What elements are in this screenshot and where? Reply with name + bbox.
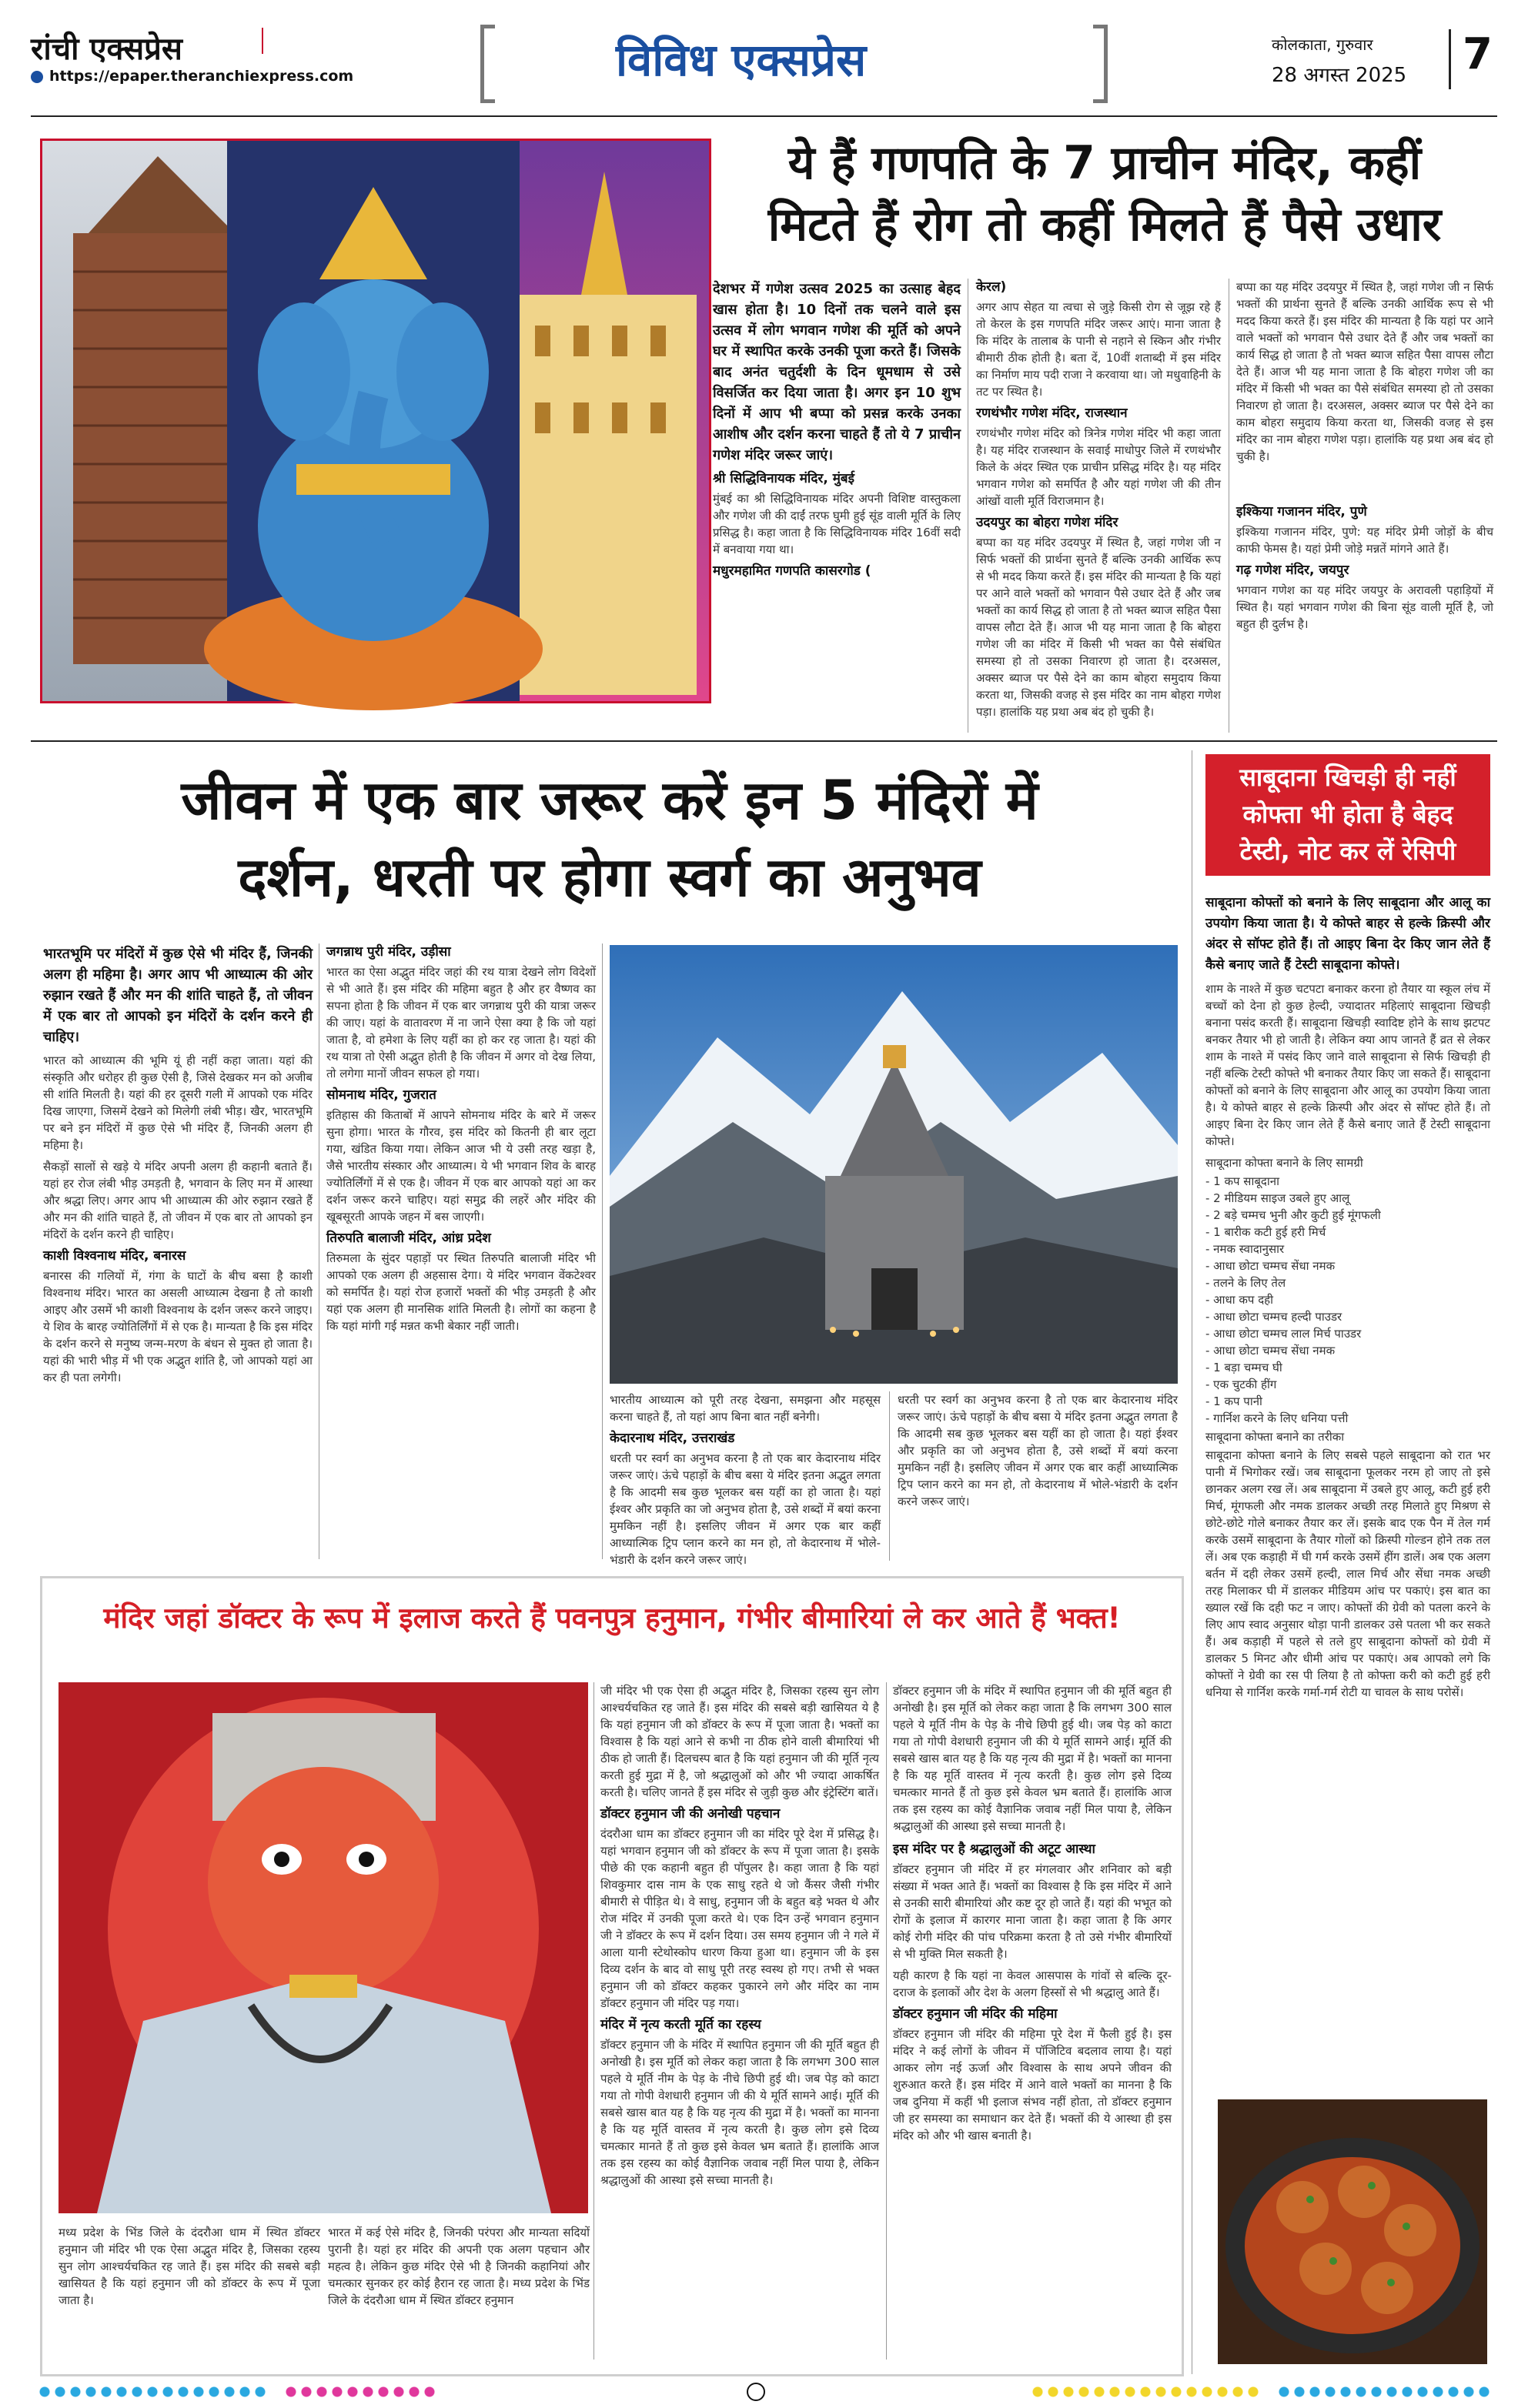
article1-subhead-kasaragod: मधुरमहामित गणपति कासरगोड ( bbox=[713, 563, 871, 579]
article4-para3: डॉक्टर हनुमान जी के मंदिर में स्थापित हनुमान जी की मूर्ति बहुत ही अनोखी है। इस मूर्ति को लेकर कहा जाता है कि लगभग 300 साल पहले ये मूर्ति नीम के पेड़ के नीचे छिपी हुई थी। जब पेड़ को काटा गया तो गोपी वेशधारी हनुमान जी की ये मूर्ति सामने आई। मूर्ति की सबसे खास बात यह है कि यह नृत्य की मुद्रा में है। भक्तों का मानना है कि यह मूर्ति वास्तव में नृत्य करती है। कुछ लोग इसे दिव्य चमत्कार मानते हैं तो कुछ इसे केवल भ्रम बताते हैं। हालांकि आज तक इस रहस्य का कोई वैज्ञानिक जवाब नहीं मिल पाया है, लेकिन श्रद्धालुओं की आस्था इसे सच्चा मानती है। bbox=[600, 2038, 879, 2187]
left-bracket bbox=[480, 25, 495, 103]
article3-body bbox=[1205, 893, 1490, 1705]
article1-subhead-ranthambore: रणथंभौर गणेश मंदिर, राजस्थान bbox=[976, 406, 1128, 421]
hanuman-photo bbox=[59, 1682, 588, 2213]
col-divider bbox=[886, 1682, 887, 2360]
article3-ingredients-title: साबूदाना कोफ्ता बनाने के लिए सामग्री bbox=[1205, 1156, 1363, 1170]
article2-col3 bbox=[610, 1391, 881, 1567]
article4-para3-cont bbox=[893, 1682, 1172, 1836]
ingredient-item: - आधा कप दही bbox=[1205, 1293, 1274, 1307]
paper-logo-mark bbox=[262, 28, 343, 54]
article2-headline-line2: दर्शन, धरती पर होगा स्वर्ग का अनुभव bbox=[238, 846, 981, 909]
masthead-rule bbox=[31, 115, 1497, 117]
article4-para4: डॉक्टर हनुमान जी मंदिर में हर मंगलवार और शनिवार को बड़ी संख्या में भक्त आते हैं। भक्तों का विश्वास है कि इस मंदिर में आने से उनकी सारी बीमारियां और कष्ट दूर हो जाते हैं। यहां की भभूत को रोगों के इलाज में कारगर माना जाता है। कहा जाता है कि अगर कोई रोगी मंदिर की पांच परिक्रमा करता है तो उसे गंभीर बीमारियों से भी मुक्ति मिल सकती है। bbox=[893, 1862, 1172, 1961]
ingredient-item: - 2 बड़े चम्मच भुनी और कुटी हुई मूंगफली bbox=[1205, 1208, 1381, 1222]
ingredient-item: - 1 कप पानी bbox=[1205, 1394, 1262, 1408]
article2-para3: बनारस की गलियों में, गंगा के घाटों के बीच बसा है काशी विश्वनाथ मंदिर। भारत का असली आध्यात्म देखना है तो काशी आइए और उसमें भी काशी विश्वनाथ के दर्शन जरूर करने जाइए। ये शिव के बारह ज्योतिर्लिंगों में से एक है। मान्यता है कि इस मंदिर के दर्शन करने से मनुष्य जन्म-मरण के बंधन से मुक्त हो जाता है। यहां की भारी भीड़ में भी एक अद्भुत शांति है, जो आपको यहां आ कर ही पता लगेगी। bbox=[43, 1269, 313, 1384]
article3-headline-line1: साबूदाना खिचड़ी ही नहीं bbox=[1239, 763, 1456, 792]
article2-headline-line1: जीवन में एक बार जरूर करें इन 5 मंदिरों में bbox=[181, 769, 1038, 832]
article1-col2 bbox=[976, 279, 1221, 719]
article1-subhead-kerala: केरल) bbox=[976, 279, 1007, 295]
article3-method: साबूदाना कोफ्ता बनाने के लिए सबसे पहले साबूदाना को रात भर पानी में भिगोकर रखें। जब साबूदाना फूलकर नरम हो जाए तो इसे छानकर अलग रख लें। अब साबूदाना में उबले हुए आलू, कटी हुई हरी मिर्च, मूंगफली और नमक डालकर अच्छी तरह मिलाते हुए मिश्रण से छोटे-छोटे गोले बनाकर तैयार कर लें। इसके बाद एक पैन में तेल गर्म करके उसमें साबूदाना के तैयार गोलों को क्रिस्पी गोल्डन होने तक तल लें। अब एक कड़ाही में घी गर्म करके उसमें हींग डालें। अब एक अलग बर्तन में दही लेकर उसमें हल्दी, लाल मिर्च और सेंधा नमक अच्छी तरह मिलाकर घी में डालकर मीडियम आंच पर पकाएं। इस बात का ख्याल रखें कि दही फट न जाए। कोफ्तों की ग्रेवी को पतला करने के लिए आप स्वाद अनुसार थोड़ा पानी डालकर उसे पतला भी कर सकते हैं। अब कड़ाही में पहले से तले हुए साबूदाना कोफ्तों को ग्रेवी में डालकर 5 मिनट और धीमी आंच पर पकाएं। अब आपको लगे कि कोफ्तों ने ग्रेवी का रस पी लिया है तो कोफ्ता करी को कटी हुई हरी धनिया से गार्निश करके गर्मा-गर्म रोटी या चावल के साथ परोसें। bbox=[1205, 1448, 1490, 1699]
article1-para4: बप्पा का यह मंदिर उदयपुर में स्थित है, जहां गणेश जी न सिर्फ भक्तों की प्रार्थना सुनते हैं बल्कि उनकी आर्थिक रूप से भी मदद किया करते हैं। इस मंदिर की मान्यता है कि यहां पर आने वाले भक्तों को भगवान पैसे उधार देते हैं और जब भक्तों का कार्य सिद्ध हो जाता है तो भक्त ब्याज सहित पैसा वापस लौटा देते हैं। आज भी यह माना जाता है कि बोहरा गणेश जी का मंदिर में किसी भी भक्त का पैसे संबंधित समस्या हो तो उसका निवारण हो जाता है। दरअसल, अक्सर ब्याज पर पैसे देने का काम बोहरा समुदाय किया करता था, जिसकी वजह से इस मंदिर का नाम बोहरा गणेश पड़ा। हालांकि यह प्रथा अब बंद हो चुकी है। bbox=[976, 536, 1221, 719]
article2-para8: धरती पर स्वर्ग का अनुभव करना है तो एक बार केदारनाथ मंदिर जरूर जाएं। ऊंचे पहाड़ों के बीच बसा ये मंदिर इतना अद्भुत लगता है कि आदमी सब कुछ भूलकर बस यहीं का हो जाता है। यहां ईश्वर और प्रकृति का जो अनुभव होता है, उसे शब्दों में बयां करना मुमकिन नहीं है। इसलिए जीवन में अगर एक बार कहीं आध्यात्मिक ट्रिप प्लान करने का मन हो, तो केदारनाथ में भोले-भंडारी के दर्शन करने जरूर जाएं। bbox=[610, 1451, 881, 1567]
article4-caption2-col bbox=[328, 2224, 590, 2313]
collage-graphic bbox=[42, 141, 709, 701]
article1-headline bbox=[716, 132, 1493, 255]
article1-para3: रणथंभौर गणेश मंदिर को त्रिनेत्र गणेश मंदिर भी कहा जाता है। यह मंदिर राजस्थान के सवाई माधोपुर जिले में रणथंभौर किले के अंदर स्थित एक प्राचीन प्रसिद्ध मंदिर है। यह मंदिर भगवान गणेश को समर्पित है और यहां गणेश जी की तीन आंखों वाली मूर्ति विराजमान है। bbox=[976, 426, 1221, 508]
article2-para6: तिरुमला के सुंदर पहाड़ों पर स्थित तिरुपति बालाजी मंदिर भी आपको एक अलग ही अहसास देगा। ये मंदिर भगवान वेंकटेश्वर को समर्पित है। यहां रोज हजारों भक्तों की भीड़ उमड़ती है और यहां एक अलग ही मानसिक शांति मिलती है। लोगों का कहना है कि यहां मांगी गई मन्नत कभी बेकार नहीं जाती। bbox=[326, 1251, 596, 1333]
article2-subhead-somnath: सोमनाथ मंदिर, गुजरात bbox=[326, 1087, 436, 1103]
kedarnath-photo bbox=[610, 945, 1178, 1384]
ingredient-item: - आधा छोटा चम्मच सेंधा नमक bbox=[1205, 1259, 1336, 1273]
ingredient-item: - तलने के लिए तेल bbox=[1205, 1276, 1286, 1290]
kofta-graphic bbox=[1218, 2099, 1487, 2364]
article1-col3 bbox=[1236, 279, 1493, 637]
article1-subhead-jaipur: गढ़ गणेश मंदिर, जयपुर bbox=[1236, 563, 1349, 578]
article3-headline-line2: कोफ्ता भी होता है बेहद bbox=[1242, 800, 1453, 829]
hanuman-graphic bbox=[59, 1682, 588, 2213]
article1-bottom-rule bbox=[31, 740, 1497, 742]
article2-para1: भारत को आध्यात्म की भूमि यूं ही नहीं कहा जाता। यहां की संस्कृति और धरोहर ही कुछ ऐसी है, जिसे देखकर मन को अजीब सी शांति मिलती है। यहां की हर दूसरी गली में आपको एक मंदिर दिख जाएगा, जिसमें देखने को मिलेगी लंबी भीड़। खैर, भारतभूमि पर बने इन मंदिरों में कुछ ऐसे भी मंदिर हैं, जिनकी अलग ही महिमा है। bbox=[43, 1054, 313, 1152]
article1-intro: देशभर में गणेश उत्सव 2025 का उत्साह बेहद खास होता है। 10 दिनों तक चलने वाले इस उत्सव में लोग भगवान गणेश की मूर्ति को अपने घर में स्थापित करके उनकी पूजा करते हैं। जिसके बाद अनंत चतुर्दशी के दिन धूमधाम से उसे विसर्जित कर दिया जाता है। अगर इन 10 शुभ दिनों में आप भी बप्पा को प्रसन्न करके उनका आशीष और दर्शन करना चाहते हैं तो ये 7 प्राचीन गणेश मंदिर जरूर जाएं। bbox=[713, 281, 961, 463]
article1-para4-text: बप्पा का यह मंदिर उदयपुर में स्थित है, जहां गणेश जी न सिर्फ भक्तों की प्रार्थना सुनते हैं बल्कि उनकी आर्थिक रूप से भी मदद किया करते हैं। इस मंदिर की मान्यता है कि यहां पर आने वाले भक्तों को भगवान पैसे उधार देते हैं और जब भक्तों का कार्य सिद्ध हो जाता है तो भक्त ब्याज सहित पैसा वापस लौटा देते हैं। आज भी यह माना जाता है कि बोहरा गणेश जी का मंदिर में किसी भी भक्त का पैसे संबंधित समस्या हो तो उसका निवारण हो जाता है। दरअसल, अक्सर ब्याज पर पैसे देने का काम बोहरा समुदाय किया करता था, जिसकी वजह से इस मंदिर का नाम बोहरा गणेश पड़ा। हालांकि यह प्रथा अब बंद हो चुकी है। bbox=[1236, 280, 1493, 463]
ingredient-item: - 1 बारीक कटी हुई हरी मिर्च bbox=[1205, 1225, 1326, 1239]
article2-subhead-kashi: काशी विश्वनाथ मंदिर, बनारस bbox=[43, 1248, 186, 1264]
article4-subhead-mahima: डॉक्टर हनुमान जी मंदिर की महिमा bbox=[893, 2006, 1058, 2022]
ingredient-item: - आधा छोटा चम्मच सेंधा नमक bbox=[1205, 1344, 1336, 1358]
color-dots-right bbox=[1031, 2386, 1262, 2398]
article4-para5: यही कारण है कि यहां ना केवल आसपास के गांवों से बल्कि दूर-दराज के इलाकों और देश के अलग हिस्सों से भी श्रद्धालु आते हैं। bbox=[893, 1969, 1172, 1999]
col-divider bbox=[889, 1391, 890, 1561]
ingredient-item: - आधा छोटा चम्मच लाल मिर्च पाउडर bbox=[1205, 1327, 1362, 1341]
article1-para5: इश्किया गजानन मंदिर, पुणे: यह मंदिर प्रेमी जोड़ों के बीच काफी फेमस है। यहां प्रेमी जोड़े मन्नतें मांगने आते हैं। bbox=[1236, 525, 1493, 556]
article4-para1: जी मंदिर भी एक ऐसा ही अद्भुत मंदिर है, जिसका रहस्य सुन लोग आश्चर्यचकित रह जाते हैं। इस मंदिर की सबसे बड़ी खासियत ये है कि यहां हनुमान जी को डॉक्टर के रूप में पूजा जाता है। भक्तों का विश्वास है कि यहां आने से कभी ना ठीक होने वाली बीमारियां भी ठीक हो जाती हैं। दिलचस्प बात है कि यहां हनुमान जी की मूर्ति नृत्य करती हुई मुद्रा में है, जो श्रद्धालुओं को और भी ज्यादा आकर्षित करती है। चलिए जानते हैं इस मंदिर से जुड़ी कुछ और इंट्रेस्टिंग बातें। bbox=[600, 1684, 879, 1799]
article2-subhead-tirupati: तिरुपति बालाजी मंदिर, आंध्र प्रदेश bbox=[326, 1231, 491, 1246]
ingredient-item: - आधा छोटा चम्मच हल्दी पाउडर bbox=[1205, 1310, 1342, 1324]
ingredient-item: - 2 मीडियम साइज उबले हुए आलू bbox=[1205, 1191, 1350, 1205]
article2-col2 bbox=[326, 943, 596, 1339]
article3-para1: शाम के नाश्ते में कुछ चटपटा बनाकर करना हो तैयार या स्कूल लंच में बच्चों को देना हो कुछ हेल्दी, ज्यादातर महिलाएं साबूदाना खिचड़ी बनाना पसंद करती हैं। साबूदाना खिचड़ी स्वादिष्ट होने के साथ झटपट बनकर तैयार भी हो जाती है। लेकिन क्या आप जानते हैं व्रत से लेकर शाम के नाश्ते में पसंद किए जाने वाले साबूदाना से सिर्फ खिचड़ी ही नहीं बल्कि टेस्टी कोफ्ते भी बनाकर तैयार किए जा सकते हैं। साबूदाना कोफ्तों को बनाने के लिए साबूदाना और आलू का उपयोग किया जाता है। ये कोफ्ते बाहर से हल्के क्रिस्पी और अंदर से सॉफ्ट होते हैं। तो आइए बिना देर किए जान लेते हैं कैसे बनाए जाते हैं टेस्टी साबूदाना कोफ्ते। bbox=[1205, 982, 1490, 1148]
section-title: विविध एक्सप्रेस bbox=[616, 34, 867, 86]
ingredient-item: - 1 कप साबूदाना bbox=[1205, 1174, 1279, 1188]
article4-para6: डॉक्टर हनुमान जी मंदिर की महिमा पूरे देश में फैली हुई है। इस मंदिर ने कई लोगों के जीवन में पॉजिटिव बदलाव लाया है। यहां आकर लोग नई ऊर्जा और विश्वास के साथ अपने जीवन की शुरुआत करते हैं। इस मंदिर में आने वाले भक्तों का मानना है कि जब दुनिया में कहीं भी इलाज संभव नहीं होता, तो डॉक्टर हनुमान जी हर समस्या का समाधान कर देते हैं। भक्तों की ये आस्था ही इस मंदिर को और भी खास बनाती है। bbox=[893, 2027, 1172, 2142]
article4-caption: मध्य प्रदेश के भिंड जिले के दंदरौआ धाम में स्थित डॉक्टर हनुमान जी मंदिर भी एक ऐसा अद्भुत मंदिर है, जिसका रहस्य सुन लोग आश्चर्यचकित रह जाते हैं। इस मंदिर की सबसे बड़ी खासियत है कि यहां हनुमान जी को डॉक्टर के रूप में पूजा जाता है। bbox=[59, 2226, 320, 2307]
kedarnath-graphic bbox=[610, 945, 1178, 1384]
print-registration-bar bbox=[31, 2383, 1497, 2401]
masthead bbox=[31, 23, 1497, 108]
city-day: कोलकाता, गुरुवार bbox=[1272, 35, 1373, 54]
right-bracket bbox=[1093, 25, 1108, 103]
epaper-url[interactable]: https://epaper.theranchiexpress.com bbox=[49, 68, 354, 85]
article1-para2: अगर आप सेहत या त्वचा से जुड़े किसी रोग से जूझ रहे हैं तो केरल के इस गणपति मंदिर जरूर आएं। माना जाता है कि मंदिर के तालाब के पानी से नहाने से स्किन और गंभीर बीमारी ठीक होती है। बता दें, 10वीं शताब्दी में इस मंदिर का निर्माण माय पदी राजा ने करवाया था। जो मधुवाहिनी के तट पर स्थित है। bbox=[976, 300, 1221, 399]
color-dots-left bbox=[38, 2386, 269, 2398]
col-divider bbox=[602, 943, 603, 1559]
article1-subhead-pune: इश्किया गजानन मंदिर, पुणे bbox=[1236, 504, 1367, 519]
ingredient-item: - नमक स्वादानुसार bbox=[1205, 1242, 1285, 1256]
article1-headline-line1: ये हैं गणपति के 7 प्राचीन मंदिर, कहीं bbox=[787, 136, 1422, 190]
article4-caption2: भारत में कई ऐसे मंदिर है, जिनकी परंपरा और मान्यता सदियों पुरानी है। यहां हर मंदिर की अपनी एक अलग पहचान और महत्व है। लेकिन कुछ मंदिर ऐसे भी है जिनकी कहानियां और चमत्कार सुनकर हर कोई हैरान रह जाता है। मध्य प्रदेश के भिंड जिले के दंदरौआ धाम में स्थित डॉक्टर हनुमान bbox=[328, 2226, 590, 2307]
article4-col3 bbox=[893, 1682, 1172, 2149]
article2-subhead-puri: जगन्नाथ पुरी मंदिर, उड़ीसा bbox=[326, 944, 451, 960]
article2-para8-cont bbox=[898, 1391, 1178, 1545]
article1-para6: भगवान गणेश का यह मंदिर जयपुर के अरावली पहाड़ियों में स्थित है। यहां भगवान गणेश की बिना सूंड वाली मूर्ति है, जो बहुत ही दुर्लभ है। bbox=[1236, 583, 1493, 631]
article2-para8-text: धरती पर स्वर्ग का अनुभव करना है तो एक बार केदारनाथ मंदिर जरूर जाएं। ऊंचे पहाड़ों के बीच बसा ये मंदिर इतना अद्भुत लगता है कि आदमी सब कुछ भूलकर बस यहीं का हो जाता है। यहां ईश्वर और प्रकृति का जो अनुभव होता है, उसे शब्दों में बयां करना मुमकिन नहीं है। इसलिए जीवन में अगर एक बार कहीं आध्यात्मिक ट्रिप प्लान करने का मन हो, तो केदारनाथ में भोले-भंडारी के दर्शन करने जरूर जाएं। bbox=[898, 1393, 1178, 1508]
article1-para1: मुंबई का श्री सिद्धिविनायक मंदिर अपनी विशिष्ट वास्तुकला और गणेश जी की दाईं तरफ घुमी हुई सूंड वाली मूर्ति के लिए प्रसिद्ध है। कहा जाता है कि सिद्धिविनायक मंदिर 16वीं सदी में बनवाया गया था। bbox=[713, 492, 961, 556]
col-divider bbox=[593, 1682, 594, 2360]
article1-headline-line2: मिटते हैं रोग तो कहीं मिलते हैं पैसे उधार bbox=[767, 198, 1442, 252]
paper-name: रांची एक्सप्रेस bbox=[31, 31, 182, 67]
article3-method-title: साबूदाना कोफ्ता बनाने का तरीका bbox=[1205, 1430, 1345, 1444]
article2-col1 bbox=[43, 943, 313, 1384]
article4-subhead-aastha: इस मंदिर पर है श्रद्धालुओं की अटूट आस्था bbox=[893, 1842, 1095, 1857]
url-icon bbox=[31, 71, 43, 83]
color-dots-right-cyan bbox=[1278, 2386, 1493, 2398]
article4-headline: मंदिर जहां डॉक्टर के रूप में इलाज करते हैं पवनपुत्र हनुमान, गंभीर बीमारियां ले कर आते हैं भक्त! bbox=[103, 1601, 1121, 1635]
date-divider bbox=[1449, 29, 1451, 89]
article4-col2 bbox=[600, 1682, 879, 2187]
article2-col4 bbox=[898, 1391, 1178, 1550]
article2-para4: भारत का ऐसा अद्भुत मंदिर जहां की रथ यात्रा देखने लोग विदेशों से भी आते हैं। इस मंदिर की महिमा बहुत है और हर वैष्णव का सपना होता है कि जीवन में एक बार जगन्नाथ पुरी की यात्रा जरूर की जाए। यहां के वातावरण में ना जाने ऐसा क्या है कि जो यहां जाता है, वो हमेशा के लिए यहीं का हो कर रह जाता है। यहां की रथ यात्रा तो ऐसी अद्भुत होती है कि जीवन में अगर वो देख लिया, तो लगेगा मानों जीवन सफल हो गया। bbox=[326, 965, 596, 1080]
color-dots-left-magenta bbox=[285, 2386, 439, 2398]
ganesh-temple-collage bbox=[40, 139, 711, 703]
page-number: 7 bbox=[1463, 29, 1493, 79]
article1-col1 bbox=[713, 279, 961, 583]
article1-subhead-siddhivinayak: श्री सिद्धिविनायक मंदिर, मुंबई bbox=[713, 471, 854, 486]
issue-date: 28 अगस्त 2025 bbox=[1272, 64, 1407, 87]
article2-para5: इतिहास की किताबों में आपने सोमनाथ मंदिर के बारे में जरूर सुना होगा। भारत के गौरव, इस मंदिर को कितनी ही बार लूटा गया, खंडित किया गया। लेकिन आज भी ये उसी तरह खड़ा है, जैसे भारतीय संस्कार और आध्यात्म। ये भी भगवान शिव के बारह ज्योतिर्लिंगों में से एक है। जीवन में एक बार आपको यहां आ कर दर्शन जरूर करने चाहिए। यहां समुद्र की लहरें और मंदिर की खूबसूरती आपके जहन में बस जाएगी। bbox=[326, 1108, 596, 1224]
article2-headline bbox=[40, 762, 1179, 916]
ingredient-item: - गार्निश करने के लिए धनिया पत्ती bbox=[1205, 1411, 1349, 1425]
article3-intro: साबूदाना कोफ्तों को बनाने के लिए साबूदाना और आलू का उपयोग किया जाता है। ये कोफ्ते बाहर से हल्के क्रिस्पी और अंदर से सॉफ्ट होते हैं। तो आइए बिना देर किए जान लेते हैं कैसे बनाए जाते हैं टेस्टी साबूदाना कोफ्ते। bbox=[1205, 895, 1490, 973]
article1-subhead-udaipur: उदयपुर का बोहरा गणेश मंदिर bbox=[976, 515, 1118, 530]
article4-subhead-nritya: मंदिर में नृत्य करती मूर्ति का रहस्य bbox=[600, 2017, 761, 2032]
article2-para7: भारतीय आध्यात्म को पूरी तरह देखना, समझना और महसूस करना चाहते हैं, तो यहां आप बिना बात नहीं बनेगी। bbox=[610, 1393, 881, 1424]
article4-para3-text: डॉक्टर हनुमान जी के मंदिर में स्थापित हनुमान जी की मूर्ति बहुत ही अनोखी है। इस मूर्ति को लेकर कहा जाता है कि लगभग 300 साल पहले ये मूर्ति नीम के पेड़ के नीचे छिपी हुई थी। जब पेड़ को काटा गया तो गोपी वेशधारी हनुमान जी की ये मूर्ति सामने आई। मूर्ति की सबसे खास बात यह है कि यह नृत्य की मुद्रा में है। भक्तों का मानना है कि यह मूर्ति वास्तव में नृत्य करती है। कुछ लोग इसे दिव्य चमत्कार मानते हैं तो कुछ इसे केवल भ्रम बताते हैं। हालांकि आज तक इस रहस्य का कोई वैज्ञानिक जवाब नहीं मिल पाया है, लेकिन श्रद्धालुओं की आस्था इसे सच्चा मानती है। bbox=[893, 1684, 1172, 1833]
ingredient-item: - 1 बड़ा चम्मच घी bbox=[1205, 1361, 1282, 1374]
kofta-photo bbox=[1218, 2099, 1487, 2364]
crosshair-icon bbox=[747, 2383, 765, 2401]
article1-para4-cont bbox=[1236, 279, 1493, 499]
article3-title-box bbox=[1205, 754, 1490, 876]
article2-intro: भारतभूमि पर मंदिरों में कुछ ऐसे भी मंदिर हैं, जिनकी अलग ही महिमा है। अगर आप भी आध्यात्म की ओर रुझान रखते हैं और मन की शांति चाहते हैं, तो जीवन में एक बार तो आपको इन मंदिरों के दर्शन करने ही चाहिए। bbox=[43, 946, 313, 1045]
article3-headline-line3: टेस्टी, नोट कर लें रेसिपी bbox=[1239, 837, 1456, 866]
article2-subhead-kedarnath: केदारनाथ मंदिर, उत्तराखंड bbox=[610, 1431, 735, 1446]
article4-subhead-pehchan: डॉक्टर हनुमान जी की अनोखी पहचान bbox=[600, 1806, 781, 1822]
article2-para2: सैकड़ों सालों से खड़े ये मंदिर अपनी अलग ही कहानी बताते हैं। यहां हर रोज लंबी भीड़ उमड़ती है, भगवान के लिए मन में आस्था और श्रद्धा लिए। अगर आप भी आध्यात्म की ओर रुझान रखते हैं और मन की शांति चाहते हैं, तो जीवन में एक बार तो आपको इन मंदिरों के दर्शन करने ही चाहिए। bbox=[43, 1160, 313, 1241]
article4-para2: दंदरौआ धाम का डॉक्टर हनुमान जी का मंदिर पूरे देश में प्रसिद्ध है। यहां भगवान हनुमान जी को डॉक्टर के रूप में पूजा जाता है। इसके पीछे की एक कहानी बहुत ही पॉपुलर है। कहा जाता है कि यहां शिवकुमार दास नाम के एक साधु रहते थे जो कैंसर जैसी गंभीर बीमारी से पीड़ित थे। वे साधु, हनुमान जी के बहुत बड़े भक्त थे और रोज मंदिर में उनकी पूजा करते थे। एक दिन उन्हें भगवान हनुमान जी ने डॉक्टर के रूप में दर्शन दिया। उस समय हनुमान जी ने गले में आला यानी स्टेथोस्कोप धारण किया हुआ था। हनुमान जी के इस दिव्य दर्शन के बाद वो साधु पूरी तरह स्वस्थ हो गए। तभी से भक्त हनुमान जी को डॉक्टर कहकर पुकारने लगे और मंदिर का नाम डॉक्टर हनुमान जी मंदिर पड़ गया। bbox=[600, 1827, 879, 2010]
article4-caption-col bbox=[59, 2224, 320, 2313]
ingredients-list bbox=[1205, 1173, 1490, 1427]
ingredient-item: - एक चुटकी हींग bbox=[1205, 1378, 1277, 1391]
